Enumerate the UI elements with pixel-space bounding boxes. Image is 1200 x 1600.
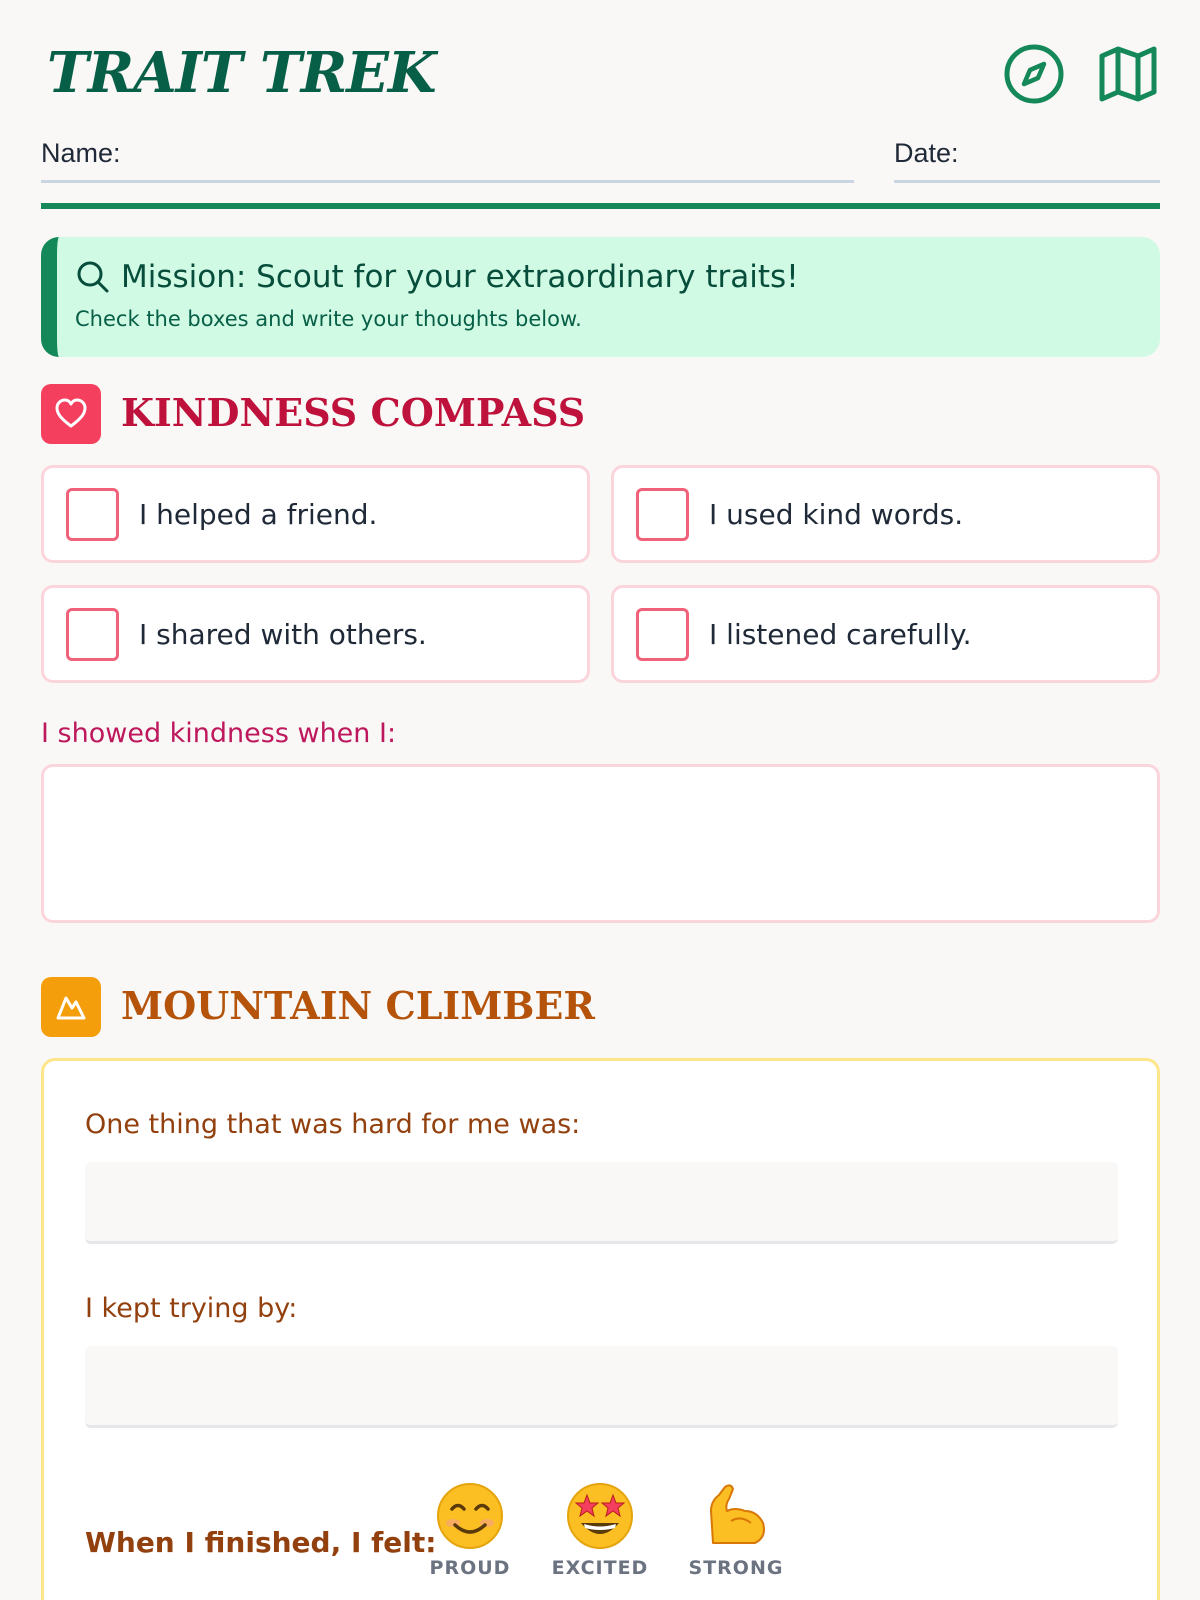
mountain-box [41, 1058, 1160, 1600]
compass-icon [1002, 42, 1066, 106]
mood-excited[interactable] [540, 1481, 660, 1579]
kindness-response-textarea[interactable] [41, 764, 1160, 923]
name-field[interactable] [41, 180, 854, 183]
mission-subtitle: Check the boxes and write your thoughts below. [75, 307, 582, 331]
mood-proud[interactable] [410, 1481, 530, 1579]
kept-trying-prompt: I kept trying by: [85, 1293, 298, 1324]
mountain-section-title: MOUNTAIN CLIMBER [121, 983, 595, 1028]
hard-thing-input[interactable] [85, 1162, 1118, 1244]
heart-icon [41, 384, 101, 444]
kindness-item-label: I listened carefully. [709, 618, 972, 651]
kindness-item-listened[interactable] [611, 585, 1160, 683]
date-field[interactable] [894, 180, 1160, 183]
kindness-section-title: KINDNESS COMPASS [121, 390, 586, 435]
kindness-item-label: I shared with others. [139, 618, 427, 651]
worksheet-page [41, 0, 1160, 1600]
name-label: Name: [41, 138, 121, 168]
kept-trying-input[interactable] [85, 1346, 1118, 1428]
kindness-item-label: I helped a friend. [139, 498, 378, 531]
mood-label: EXCITED [551, 1557, 649, 1579]
date-label: Date: [894, 138, 959, 168]
kindness-item-helped[interactable] [41, 465, 590, 563]
hard-thing-prompt: One thing that was hard for me was: [85, 1109, 581, 1140]
kindness-item-shared[interactable] [41, 585, 590, 683]
mood-strong[interactable] [676, 1481, 796, 1579]
mood-label: PROUD [429, 1557, 511, 1579]
checkbox[interactable] [66, 608, 119, 661]
search-icon [75, 259, 111, 295]
mission-title: Mission: Scout for your extraordinary traits! [121, 259, 799, 295]
mountain-icon [41, 977, 101, 1037]
smiling-face-icon [435, 1481, 505, 1551]
felt-label: When I finished, I felt: [85, 1526, 437, 1559]
kindness-prompt: I showed kindness when I: [41, 718, 397, 749]
checkbox[interactable] [66, 488, 119, 541]
kindness-item-kind-words[interactable] [611, 465, 1160, 563]
mood-label: STRONG [688, 1557, 784, 1579]
checkbox[interactable] [636, 608, 689, 661]
kindness-item-label: I used kind words. [709, 498, 964, 531]
flexed-biceps-icon [701, 1481, 771, 1551]
star-struck-icon [565, 1481, 635, 1551]
page-title: TRAIT TREK [47, 40, 436, 106]
mission-banner [41, 237, 1160, 357]
header-divider [41, 203, 1160, 209]
map-icon [1096, 42, 1160, 106]
checkbox[interactable] [636, 488, 689, 541]
